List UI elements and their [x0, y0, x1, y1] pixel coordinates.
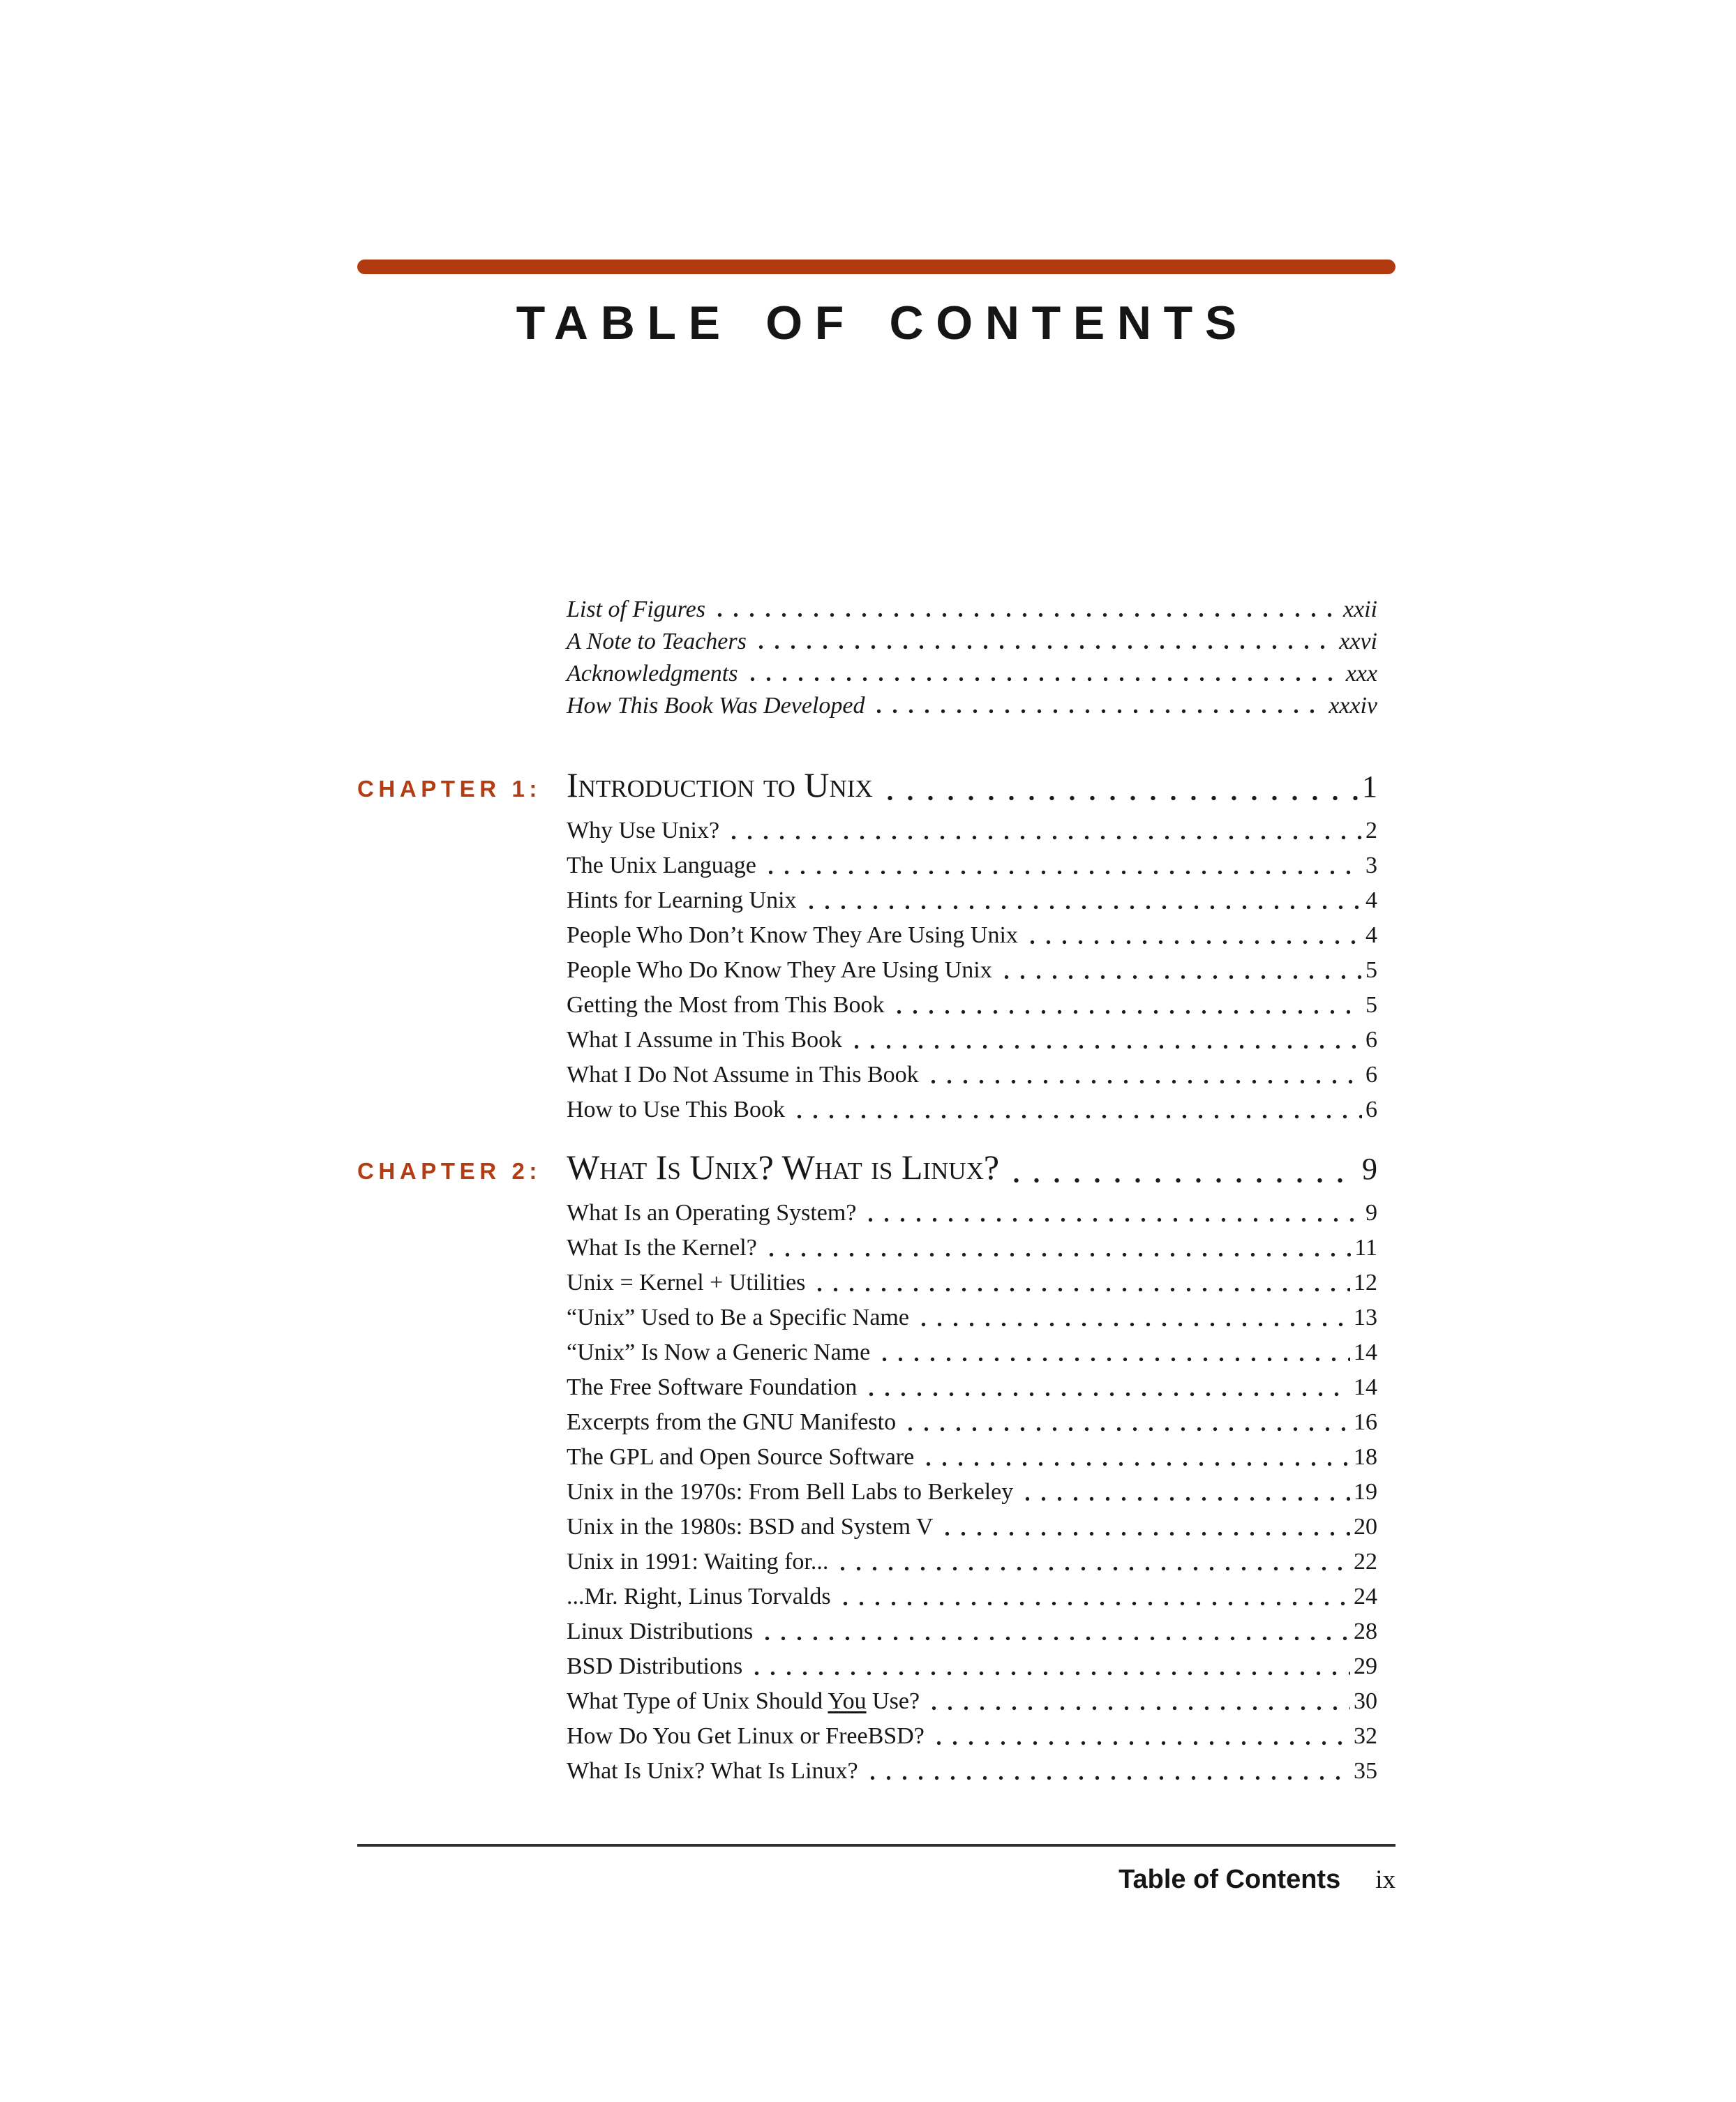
chapter-page-number: 1 [1362, 770, 1377, 804]
dot-leader [835, 1566, 1350, 1571]
entry-list [567, 1196, 1395, 1789]
entry-page-number: 4 [1365, 922, 1377, 948]
entry-label: The Free Software Foundation [567, 1374, 858, 1400]
entry-label: What Type of Unix Should You Use? [567, 1688, 920, 1714]
toc-entry-row [567, 1231, 1395, 1266]
dot-leader [880, 795, 1358, 801]
entry-label: How Do You Get Linux or FreeBSD? [567, 1723, 925, 1749]
dot-leader [902, 1427, 1350, 1432]
dot-leader [744, 677, 1342, 682]
entry-page-number: 6 [1365, 1027, 1377, 1053]
toc-entry-row [567, 918, 1395, 953]
dot-leader [763, 1252, 1351, 1257]
dot-leader [863, 1392, 1350, 1397]
entry-label: Unix in the 1980s: BSD and System V [567, 1514, 934, 1540]
entry-page-number: xxvi [1339, 629, 1377, 654]
dot-leader [1006, 1178, 1358, 1183]
entry-label: Why Use Unix? [567, 818, 720, 843]
dot-leader [848, 1044, 1362, 1049]
toc-entry-row [567, 1266, 1395, 1300]
entry-page-number: 32 [1354, 1723, 1377, 1749]
chapter-title: What Is Unix? What is Linux? [567, 1148, 1000, 1187]
entry-page-number: 13 [1354, 1305, 1377, 1330]
footer-section-label: Table of Contents [1118, 1865, 1341, 1894]
dot-leader [939, 1531, 1350, 1536]
entry-page-number: 11 [1354, 1235, 1377, 1261]
dot-leader [925, 1079, 1362, 1084]
front-matter-row [567, 626, 1395, 658]
front-matter-list [567, 594, 1395, 722]
dot-leader [865, 1776, 1350, 1780]
toc-entry-row [567, 1196, 1395, 1231]
entry-page-number: 5 [1365, 957, 1377, 983]
entry-label: Unix in the 1970s: From Bell Labs to Berkeley [567, 1479, 1014, 1505]
dot-leader [791, 1114, 1362, 1119]
entry-label: What Is an Operating System? [567, 1200, 857, 1226]
entry-page-number: 14 [1354, 1339, 1377, 1365]
entry-label: Excerpts from the GNU Manifesto [567, 1409, 897, 1435]
toc-entry-row [567, 1405, 1395, 1440]
entry-label: What Is Unix? What Is Linux? [567, 1758, 858, 1784]
entry-page-number: 3 [1365, 853, 1377, 878]
toc-entry-row [567, 848, 1395, 883]
chapter-section [357, 1146, 1395, 1789]
toc-entry-row [567, 1719, 1395, 1754]
entry-label: What I Assume in This Book [567, 1027, 843, 1053]
entry-label: Hints for Learning Unix [567, 887, 797, 913]
toc-entry-row [567, 1335, 1395, 1370]
entry-page-number: 12 [1354, 1270, 1377, 1296]
entry-page-number: 28 [1354, 1619, 1377, 1644]
entry-page-number: 4 [1365, 887, 1377, 913]
dot-leader [753, 645, 1335, 650]
entry-page-number: 35 [1354, 1758, 1377, 1784]
entry-page-number: 16 [1354, 1409, 1377, 1435]
entry-page-number: xxii [1342, 596, 1377, 622]
entry-list [567, 813, 1395, 1127]
toc-entry-row [567, 1440, 1395, 1475]
entry-page-number: 6 [1365, 1062, 1377, 1088]
entry-label: “Unix” Used to Be a Specific Name [567, 1305, 909, 1330]
entry-label: List of Figures [567, 596, 705, 622]
front-matter-row [567, 690, 1395, 722]
dot-leader [759, 1636, 1350, 1641]
entry-label: A Note to Teachers [567, 629, 747, 654]
dot-leader [876, 1357, 1350, 1362]
chapters [357, 764, 1395, 1789]
toc-entry-row [567, 953, 1395, 988]
entry-page-number: 30 [1354, 1688, 1377, 1714]
dot-leader [811, 1287, 1350, 1292]
page-footer [357, 1844, 1395, 1895]
entry-label: The Unix Language [567, 853, 756, 878]
entry-page-number: 2 [1365, 818, 1377, 843]
entry-page-number: xxxiv [1329, 693, 1377, 719]
accent-rule [357, 260, 1395, 274]
dot-leader [837, 1601, 1350, 1606]
chapter-label: CHAPTER 2: [357, 1158, 542, 1184]
chapter-heading [357, 764, 1395, 810]
entry-label: How to Use This Book [567, 1097, 785, 1123]
dot-leader [871, 709, 1325, 714]
entry-label: People Who Do Know They Are Using Unix [567, 957, 992, 983]
front-matter-row [567, 658, 1395, 690]
entry-label: Unix = Kernel + Utilities [567, 1270, 806, 1296]
entry-label: The GPL and Open Source Software [567, 1444, 915, 1470]
chapter-heading [357, 1146, 1395, 1192]
dot-leader [931, 1741, 1350, 1746]
entry-page-number: xxx [1345, 661, 1377, 686]
dot-leader [915, 1322, 1350, 1327]
dot-leader [803, 905, 1362, 910]
dot-leader [862, 1217, 1362, 1222]
front-matter-row [567, 594, 1395, 626]
dot-leader [891, 1009, 1362, 1014]
entry-page-number: 5 [1365, 992, 1377, 1018]
toc-entry-row [567, 1754, 1395, 1789]
entry-label: Acknowledgments [567, 661, 738, 686]
dot-leader [926, 1706, 1350, 1711]
entry-label: Linux Distributions [567, 1619, 754, 1644]
content-column [357, 260, 1395, 1789]
entry-label: Unix in 1991: Waiting for... [567, 1549, 829, 1575]
chapter-title: Introduction to Unix [567, 765, 873, 804]
toc-entry-row [567, 1370, 1395, 1405]
toc-entry-row [567, 1614, 1395, 1649]
toc-entry-row [567, 813, 1395, 848]
toc-entry-row [567, 1475, 1395, 1510]
entry-page-number: 9 [1365, 1200, 1377, 1226]
toc-entry-row [567, 1649, 1395, 1684]
chapter-label: CHAPTER 1: [357, 776, 542, 802]
entry-label: How This Book Was Developed [567, 693, 865, 719]
toc-entry-row [567, 1300, 1395, 1335]
dot-leader [749, 1671, 1350, 1676]
toc-entry-row [567, 1023, 1395, 1058]
dot-leader [712, 613, 1340, 617]
toc-entry-row [567, 883, 1395, 918]
chapter-section [357, 764, 1395, 1127]
toc-entry-row [567, 1510, 1395, 1545]
dot-leader [763, 870, 1362, 875]
entry-label: Getting the Most from This Book [567, 992, 885, 1018]
entry-label: People Who Don’t Know They Are Using Unix [567, 922, 1018, 948]
dot-leader [726, 835, 1362, 840]
toc-entry-row [567, 988, 1395, 1023]
page-title: TABLE OF CONTENTS [516, 296, 1249, 350]
entry-label: “Unix” Is Now a Generic Name [567, 1339, 871, 1365]
entry-label: ...Mr. Right, Linus Torvalds [567, 1584, 831, 1609]
toc-entry-row [567, 1579, 1395, 1614]
entry-page-number: 18 [1354, 1444, 1377, 1470]
entry-page-number: 14 [1354, 1374, 1377, 1400]
dot-leader [1024, 940, 1362, 945]
toc-entry-row [567, 1684, 1395, 1719]
dot-leader [998, 975, 1362, 979]
entry-label: What I Do Not Assume in This Book [567, 1062, 919, 1088]
footer-page-number: ix [1375, 1865, 1395, 1894]
entry-page-number: 22 [1354, 1549, 1377, 1575]
dot-leader [920, 1462, 1350, 1466]
toc-entry-row [567, 1093, 1395, 1127]
entry-page-number: 29 [1354, 1653, 1377, 1679]
chapter-page-number: 9 [1362, 1152, 1377, 1186]
toc-entry-row [567, 1058, 1395, 1093]
dot-leader [1019, 1496, 1350, 1501]
entry-page-number: 19 [1354, 1479, 1377, 1505]
entry-label: BSD Distributions [567, 1653, 743, 1679]
toc-entry-row [567, 1545, 1395, 1579]
entry-label: What Is the Kernel? [567, 1235, 757, 1261]
entry-page-number: 6 [1365, 1097, 1377, 1123]
entry-page-number: 20 [1354, 1514, 1377, 1540]
entry-page-number: 24 [1354, 1584, 1377, 1609]
